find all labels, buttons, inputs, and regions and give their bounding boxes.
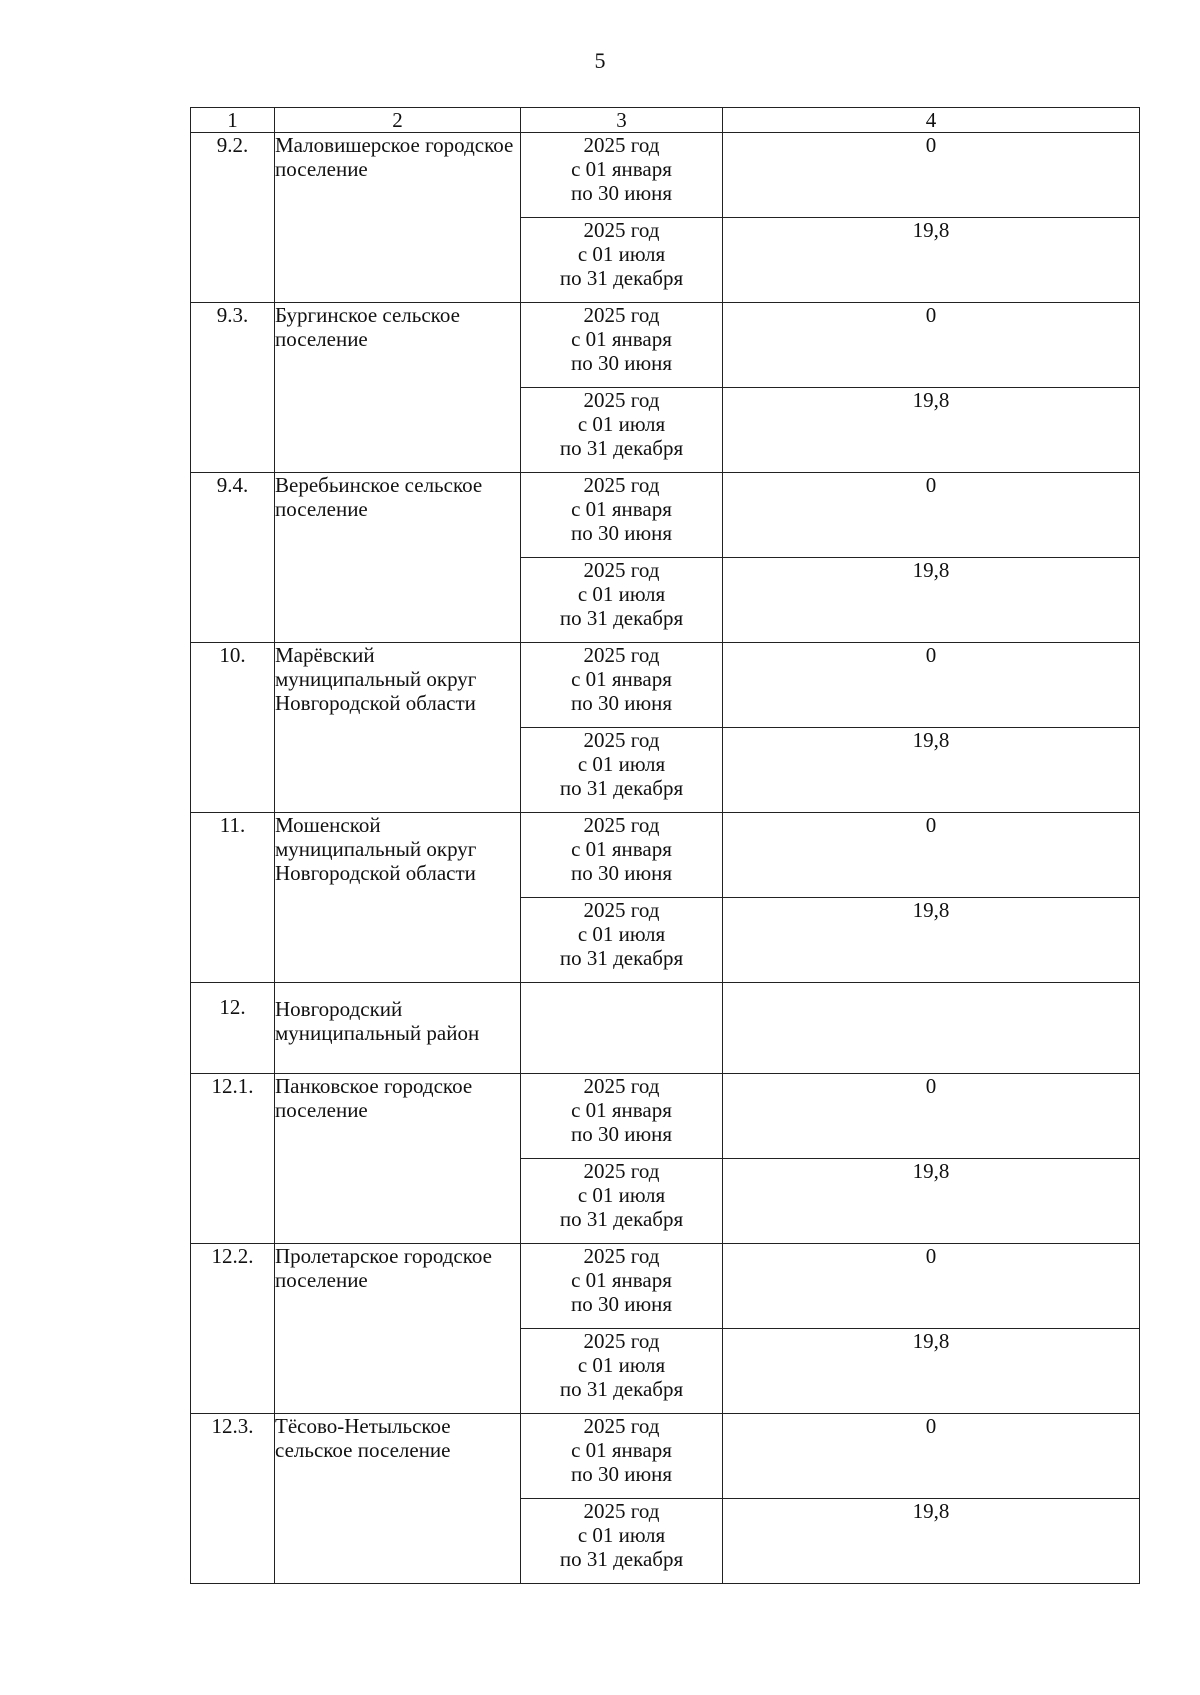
- period-cell: [521, 473, 723, 558]
- period-line: 2025 год: [583, 388, 660, 412]
- value-second-half: 19,8: [723, 1159, 1140, 1244]
- period-line: 2025 год: [583, 473, 660, 497]
- period-line: с 01 июля: [577, 412, 666, 436]
- row-name: Бургинское сельское поселение: [275, 303, 521, 473]
- row-number: 12.1.: [191, 1074, 275, 1244]
- period-line: 2025 год: [583, 133, 660, 157]
- period-line: с 01 января: [571, 1268, 672, 1292]
- table-row: [191, 813, 1140, 898]
- row-name: Маловишерское городское поселение: [275, 133, 521, 303]
- period-line: с 01 июля: [577, 1183, 666, 1207]
- period-line: 2025 год: [583, 728, 660, 752]
- value-second-half: 19,8: [723, 1499, 1140, 1584]
- value-first-half: 0: [723, 1244, 1140, 1329]
- period-line: по 30 июня: [570, 1292, 673, 1316]
- period-line: 2025 год: [583, 1244, 660, 1268]
- row-number: 12.2.: [191, 1244, 275, 1414]
- period-line: 2025 год: [583, 1414, 660, 1438]
- table-body: [191, 133, 1140, 1584]
- table-row: [191, 1244, 1140, 1329]
- period-line: по 31 декабря: [559, 1207, 684, 1231]
- value-second-half: 19,8: [723, 558, 1140, 643]
- table-row: [191, 473, 1140, 558]
- empty-period-cell: [521, 983, 723, 1074]
- period-cell: [521, 558, 723, 643]
- table-row: [191, 643, 1140, 728]
- value-first-half: 0: [723, 473, 1140, 558]
- period-line: по 30 июня: [570, 351, 673, 375]
- period-line: по 31 декабря: [559, 436, 684, 460]
- period-cell: [521, 303, 723, 388]
- table-row: [191, 303, 1140, 388]
- table-row: [191, 133, 1140, 218]
- period-line: по 30 июня: [570, 691, 673, 715]
- period-line: с 01 января: [571, 157, 672, 181]
- row-name: Новгородский муниципальный район: [275, 983, 521, 1074]
- row-number: 10.: [191, 643, 275, 813]
- row-name: Панковское городское поселение: [275, 1074, 521, 1244]
- header-col-4: 4: [723, 108, 1140, 133]
- row-number: 12.3.: [191, 1414, 275, 1584]
- header-row: [191, 108, 1140, 133]
- period-line: 2025 год: [583, 218, 660, 242]
- period-line: по 31 декабря: [559, 776, 684, 800]
- value-first-half: 0: [723, 1414, 1140, 1499]
- row-name: Пролетарское городское поселение: [275, 1244, 521, 1414]
- period-line: по 31 декабря: [559, 266, 684, 290]
- row-name: Мошенской муниципальный округ Новгородской области: [275, 813, 521, 983]
- period-cell: [521, 898, 723, 983]
- value-second-half: 19,8: [723, 218, 1140, 303]
- table-row: [191, 1414, 1140, 1499]
- value-second-half: 19,8: [723, 388, 1140, 473]
- row-name: Марёвский муниципальный округ Новгородской области: [275, 643, 521, 813]
- period-line: по 31 декабря: [559, 1377, 684, 1401]
- period-cell: [521, 218, 723, 303]
- period-cell: [521, 1244, 723, 1329]
- period-line: 2025 год: [583, 1074, 660, 1098]
- row-number: 9.4.: [191, 473, 275, 643]
- row-number: 12.: [191, 983, 275, 1074]
- value-first-half: 0: [723, 643, 1140, 728]
- value-first-half: 0: [723, 813, 1140, 898]
- period-cell: [521, 1329, 723, 1414]
- period-line: с 01 июля: [577, 752, 666, 776]
- period-line: по 30 июня: [570, 1462, 673, 1486]
- period-cell: [521, 133, 723, 218]
- value-first-half: 0: [723, 1074, 1140, 1159]
- period-line: с 01 января: [571, 1438, 672, 1462]
- period-line: с 01 января: [571, 837, 672, 861]
- period-cell: [521, 728, 723, 813]
- period-line: с 01 января: [571, 327, 672, 351]
- period-line: 2025 год: [583, 898, 660, 922]
- period-line: с 01 июля: [577, 582, 666, 606]
- header-col-3: 3: [521, 108, 723, 133]
- value-first-half: 0: [723, 133, 1140, 218]
- period-line: с 01 июля: [577, 1353, 666, 1377]
- period-line: 2025 год: [583, 813, 660, 837]
- period-line: по 30 июня: [570, 181, 673, 205]
- table-row: [191, 1074, 1140, 1159]
- period-cell: [521, 643, 723, 728]
- row-name: Веребьинское сельское поселение: [275, 473, 521, 643]
- rates-table: [190, 107, 1140, 1584]
- value-first-half: 0: [723, 303, 1140, 388]
- period-cell: [521, 813, 723, 898]
- table-row: [191, 983, 1140, 1074]
- period-line: по 31 декабря: [559, 1547, 684, 1571]
- period-line: с 01 июля: [577, 922, 666, 946]
- row-number: 9.2.: [191, 133, 275, 303]
- period-line: по 31 декабря: [559, 606, 684, 630]
- period-line: 2025 год: [583, 1159, 660, 1183]
- period-line: с 01 июля: [577, 1523, 666, 1547]
- period-line: по 30 июня: [570, 1122, 673, 1146]
- row-number: 11.: [191, 813, 275, 983]
- period-line: по 30 июня: [570, 521, 673, 545]
- period-line: 2025 год: [583, 303, 660, 327]
- period-line: 2025 год: [583, 643, 660, 667]
- period-cell: [521, 1074, 723, 1159]
- row-number: 9.3.: [191, 303, 275, 473]
- value-second-half: 19,8: [723, 898, 1140, 983]
- value-second-half: 19,8: [723, 728, 1140, 813]
- row-name: Тёсово-Нетыльское сельское поселение: [275, 1414, 521, 1584]
- period-cell: [521, 1414, 723, 1499]
- value-second-half: 19,8: [723, 1329, 1140, 1414]
- header-col-1: 1: [191, 108, 275, 133]
- period-line: 2025 год: [583, 558, 660, 582]
- period-line: с 01 июля: [577, 242, 666, 266]
- page-number: 5: [594, 48, 606, 73]
- header-col-2: 2: [275, 108, 521, 133]
- period-line: по 30 июня: [570, 861, 673, 885]
- period-line: 2025 год: [583, 1329, 660, 1353]
- period-line: по 31 декабря: [559, 946, 684, 970]
- period-cell: [521, 1159, 723, 1244]
- period-line: с 01 января: [571, 667, 672, 691]
- period-cell: [521, 388, 723, 473]
- period-line: 2025 год: [583, 1499, 660, 1523]
- period-line: с 01 января: [571, 1098, 672, 1122]
- period-line: с 01 января: [571, 497, 672, 521]
- period-cell: [521, 1499, 723, 1584]
- empty-value-cell: [723, 983, 1140, 1074]
